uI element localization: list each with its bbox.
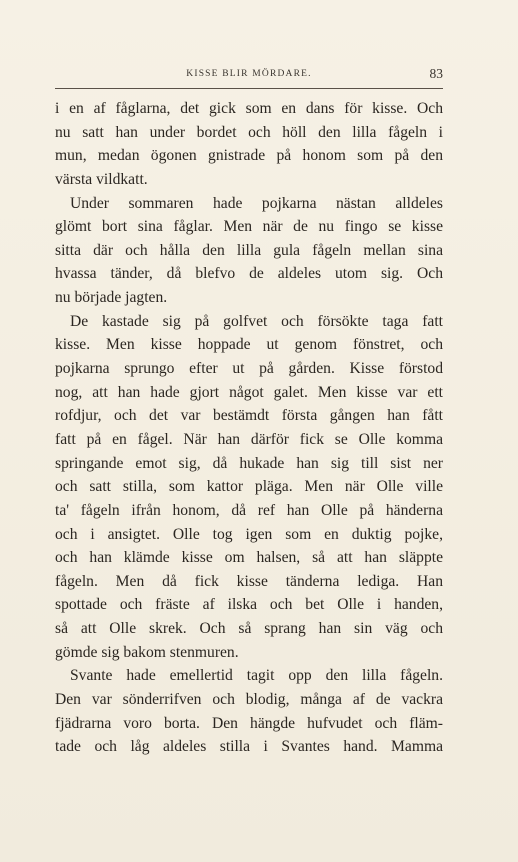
body-text [55, 97, 443, 759]
text-line: mun, medan ögonen gnistrade på honom som på den [55, 147, 443, 165]
text-line: så att Olle skrek. Och så sprang han sin väg och [55, 620, 443, 638]
text-line: fjädrarna voro borta. Den hängde hufvudet och fläm- [55, 714, 443, 732]
text-line: ta' fågeln ifrån honom, då ref han Olle på händerna [55, 501, 443, 519]
text-line: Svante hade emellertid tagit opp den lilla fågeln. [70, 667, 443, 685]
text-line: kisse. Men kisse hoppade ut genom fönstret, och [55, 336, 443, 354]
text-line: gömde sig bakom stenmuren. [55, 643, 239, 661]
page-number: 83 [429, 66, 443, 81]
text-line: Under sommaren hade pojkarna nästan alldeles [70, 194, 443, 212]
text-line: i en af fåglarna, det gick som en dans för kisse. Och [55, 100, 443, 117]
text-line: fågeln. Men då fick kisse tänderna lediga. Han [55, 572, 443, 590]
text-line: nu satt han under bordet och höll den lilla fågeln i [55, 123, 443, 141]
text-line: tade och låg aldeles stilla i Svantes hand. Mamma [55, 738, 443, 756]
text-line: och i ansigtet. Olle tog igen som en duktig pojke, [55, 525, 443, 543]
text-line: hvassa tänder, då blefvo de aldeles utom sig. Och [55, 265, 443, 283]
text-line: spottade och fräste af ilska och bet Olle i handen, [55, 596, 443, 614]
text-line: sitta där och hålla den lilla gula fågeln mellan sina [55, 241, 443, 259]
running-title: KISSE BLIR MÖRDARE. [186, 69, 312, 79]
text-line: nog, att han hade gjort något galet. Men kisse var ett [55, 383, 443, 401]
text-line: springande emot sig, då hukade han sig till sist ner [55, 454, 443, 472]
text-line: pojkarna sprungo efter ut på gården. Kisse förstod [55, 360, 443, 378]
text-line: fatt på en fågel. När han därför fick se Olle komma [55, 430, 443, 448]
text-line: och han klämde kisse om halsen, så att han släppte [55, 549, 443, 567]
text-line: och satt stilla, som kattor pläga. Men när Olle ville [55, 478, 443, 496]
running-head [55, 66, 443, 89]
text-line: nu började jagten. [55, 289, 168, 307]
text-line: glömt bort sina fåglar. Men när de nu fingo se kisse [55, 218, 443, 236]
text-line: värsta vildkatt. [55, 170, 148, 188]
text-line: De kastade sig på golfvet och försökte taga fatt [70, 312, 443, 330]
text-line: Den var sönderrifven och blodig, många af de vackra [55, 691, 443, 709]
text-line: rofdjur, och det var bestämdt första gången han fått [55, 407, 443, 425]
